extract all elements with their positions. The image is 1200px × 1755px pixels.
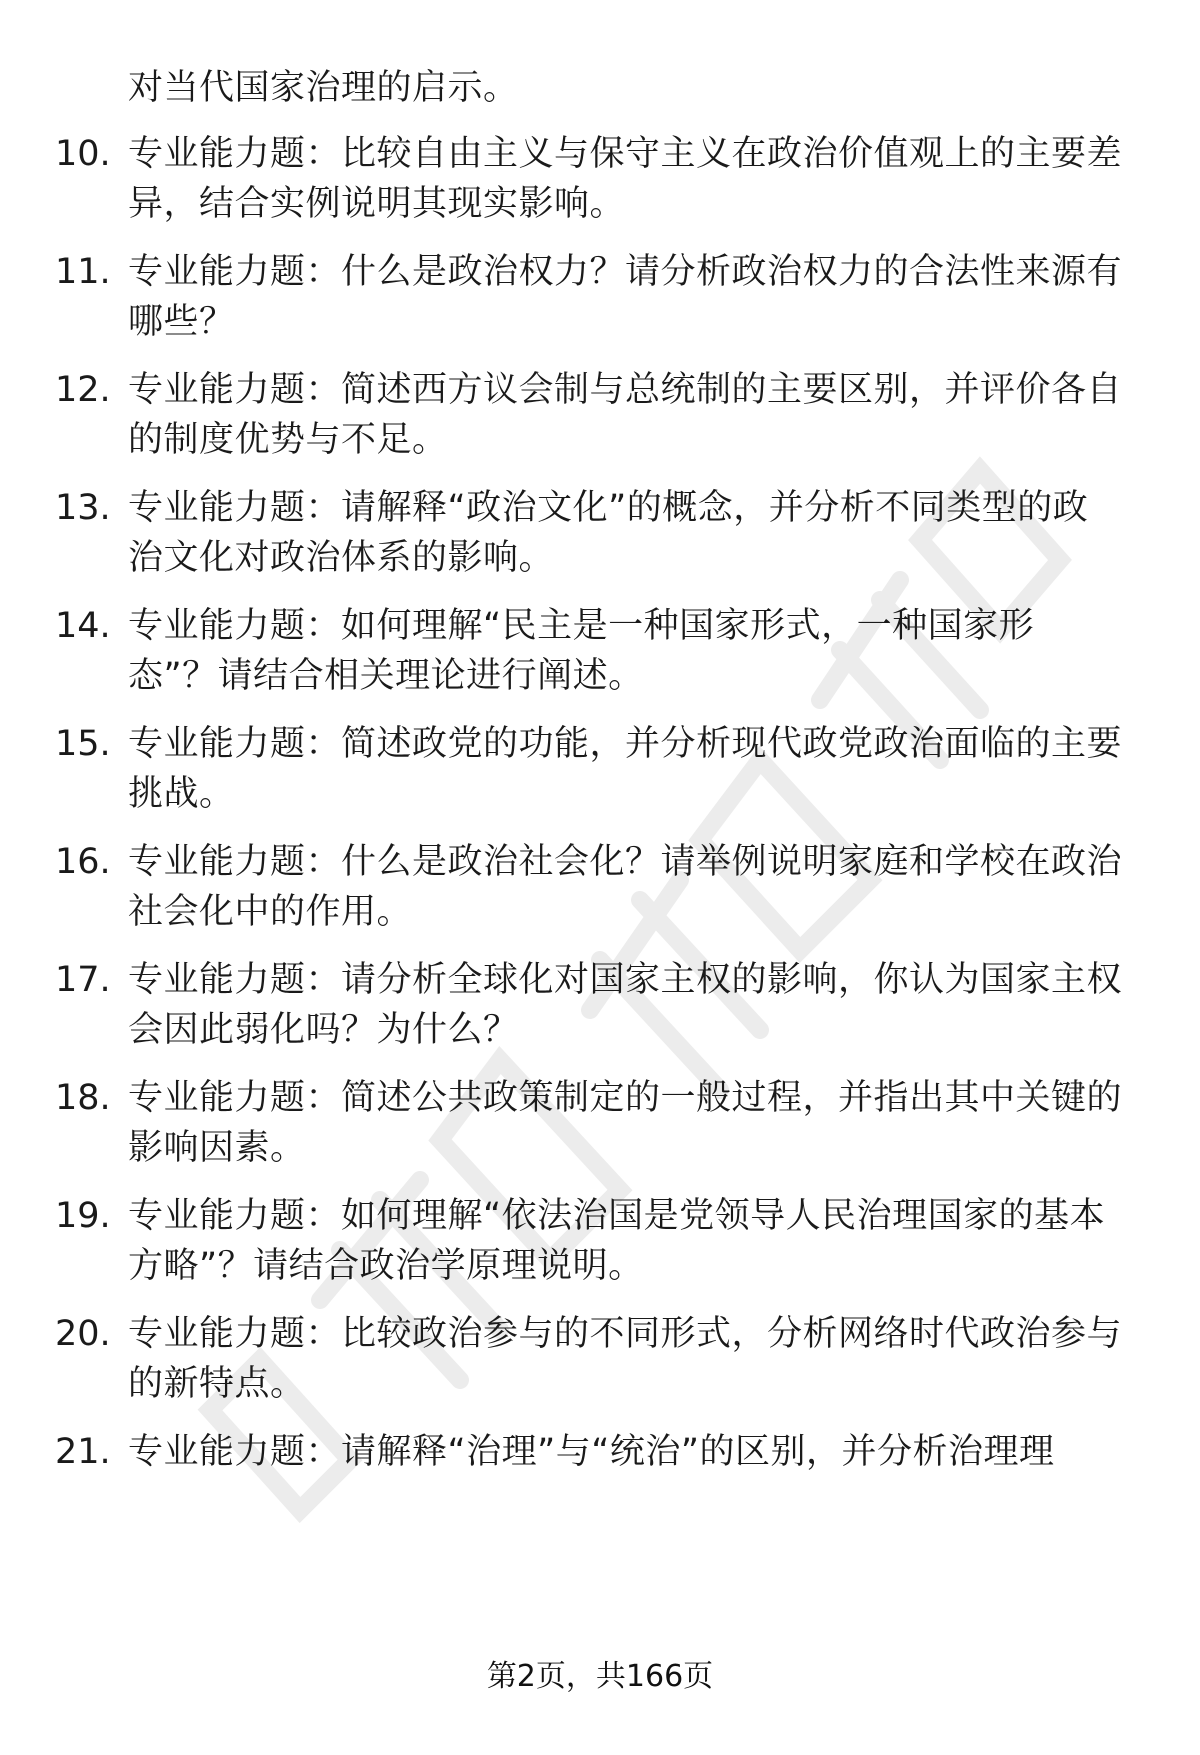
question-text-line: 的制度优势与不足。 — [128, 420, 448, 460]
question-number: 16. — [55, 842, 111, 882]
question-text-line: 专业能力题：如何理解“依法治国是党领导人民治理国家的基本 — [128, 1196, 1106, 1236]
question-text-line: 态”？请结合相关理论进行阐述。 — [128, 656, 644, 696]
question-text-line: 专业能力题：比较自由主义与保守主义在政治价值观上的主要差 — [128, 134, 1123, 174]
question-number: 15. — [55, 724, 111, 764]
question-number: 19. — [55, 1196, 111, 1236]
question-text-line: 专业能力题：简述公共政策制定的一般过程，并指出其中关键的 — [128, 1078, 1123, 1118]
question-text-line: 挑战。 — [128, 774, 235, 814]
question-number: 18. — [55, 1078, 111, 1118]
question-text-line: 专业能力题：简述西方议会制与总统制的主要区别，并评价各自 — [128, 370, 1123, 410]
question-text-line: 异，结合实例说明其现实影响。 — [128, 184, 626, 224]
question-text-line: 专业能力题：比较政治参与的不同形式，分析网络时代政治参与 — [128, 1314, 1123, 1354]
question-text-line: 专业能力题：如何理解“民主是一种国家形式，一种国家形 — [128, 606, 1035, 646]
question-text-line: 会因此弱化吗？为什么？ — [128, 1010, 519, 1050]
question-number: 10. — [55, 134, 111, 174]
question-text-line: 专业能力题：简述政党的功能，并分析现代政党政治面临的主要 — [128, 724, 1123, 764]
question-text-line: 专业能力题：什么是政治权力？请分析政治权力的合法性来源有 — [128, 252, 1123, 292]
question-text-line: 治文化对政治体系的影响。 — [128, 538, 555, 578]
question-number: 17. — [55, 960, 111, 1000]
question-number: 13. — [55, 488, 111, 528]
intro-continuation: 对当代国家治理的启示。 — [128, 68, 519, 108]
page-footer: 第2页，共166页 — [486, 1659, 714, 1694]
question-text-line: 社会化中的作用。 — [128, 892, 413, 932]
question-text-line: 专业能力题：请解释“治理”与“统治”的区别，并分析治理理 — [128, 1432, 1055, 1472]
question-number: 21. — [55, 1432, 111, 1472]
question-text-line: 哪些？ — [128, 302, 235, 342]
question-number: 14. — [55, 606, 111, 646]
question-text-line: 的新特点。 — [128, 1364, 306, 1404]
question-text-line: 专业能力题：什么是政治社会化？请举例说明家庭和学校在政治 — [128, 842, 1123, 882]
question-text-line: 专业能力题：请分析全球化对国家主权的影响，你认为国家主权 — [128, 960, 1123, 1000]
question-number: 11. — [55, 252, 111, 292]
question-number: 20. — [55, 1314, 111, 1354]
question-number: 12. — [55, 370, 111, 410]
question-text-line: 影响因素。 — [128, 1128, 306, 1168]
question-text-line: 方略”？请结合政治学原理说明。 — [128, 1246, 644, 1286]
question-text-line: 专业能力题：请解释“政治文化”的概念，并分析不同类型的政 — [128, 488, 1089, 528]
